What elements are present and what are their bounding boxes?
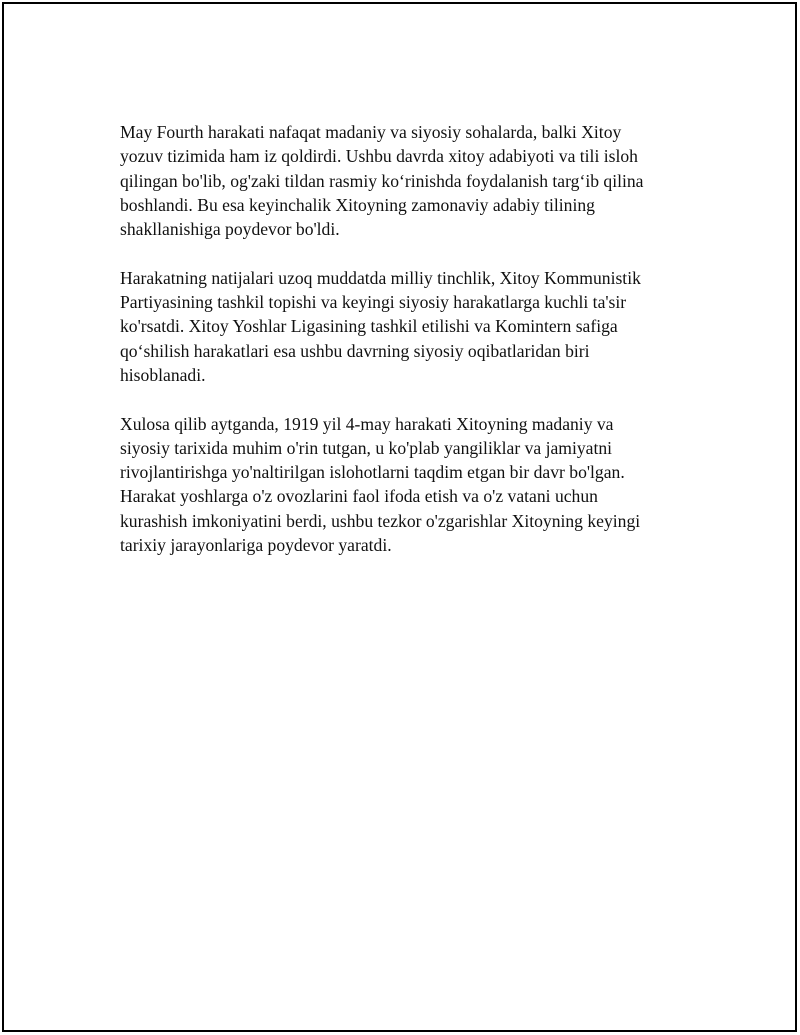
text-line: tarixiy jarayonlariga poydevor yaratdi. [120, 535, 392, 556]
text-line: May Fourth harakati nafaqat madaniy va siyosiy sohalarda, balki Xitoy [120, 122, 622, 142]
document-body [120, 120, 680, 582]
paragraph-3 [120, 412, 680, 558]
text-line: Xulosa qilib aytganda, 1919 yil 4-may harakati Xitoyning madaniy va [120, 413, 614, 434]
text-line: yozuv tizimida ham iz qoldirdi. Ushbu davrda xitoy adabiyoti va tili isloh [120, 146, 638, 167]
text-line: siyosiy tarixida muhim o'rin tutgan, u ko'plab yangiliklar va jamiyatni [120, 437, 613, 458]
text-line: shakllanishiga poydevor bo'ldi. [120, 219, 340, 240]
text-line: hisoblanadi. [120, 364, 206, 385]
text-line: Harakat yoshlarga o'z ovozlarini faol ifoda etish va o'z vatani uchun [120, 486, 598, 507]
text-line: kurashish imkoniyatini berdi, ushbu tezkor o'zgarishlar Xitoyning keyingi [120, 510, 641, 531]
text-line: qilingan bo'lib, og'zaki tildan rasmiy ko‘rinishda foydalanish targ‘ib qilina [120, 170, 644, 191]
text-line: ko'rsatdi. Xitoy Yoshlar Ligasining tashkil etilishi va Komintern safiga [120, 316, 618, 337]
text-line: qo‘shilish harakatlari esa ushbu davrning siyosiy oqibatlaridan biri [120, 340, 590, 361]
text-line: Harakatning natijalari uzoq muddatda milliy tinchlik, Xitoy Kommunistik [120, 267, 641, 288]
paragraph-2 [120, 266, 680, 387]
text-line: Partiyasining tashkil topishi va keyingi siyosiy harakatlarga kuchli ta'sir [120, 292, 627, 313]
text-line: boshlandi. Bu esa keyinchalik Xitoyning zamonaviy adabiy tilining [120, 194, 595, 215]
page-frame [2, 2, 797, 1032]
paragraph-1 [120, 120, 680, 241]
text-line: rivojlantirishga yo'naltirilgan islohotlarni taqdim etgan bir davr bo'lgan. [120, 462, 625, 483]
